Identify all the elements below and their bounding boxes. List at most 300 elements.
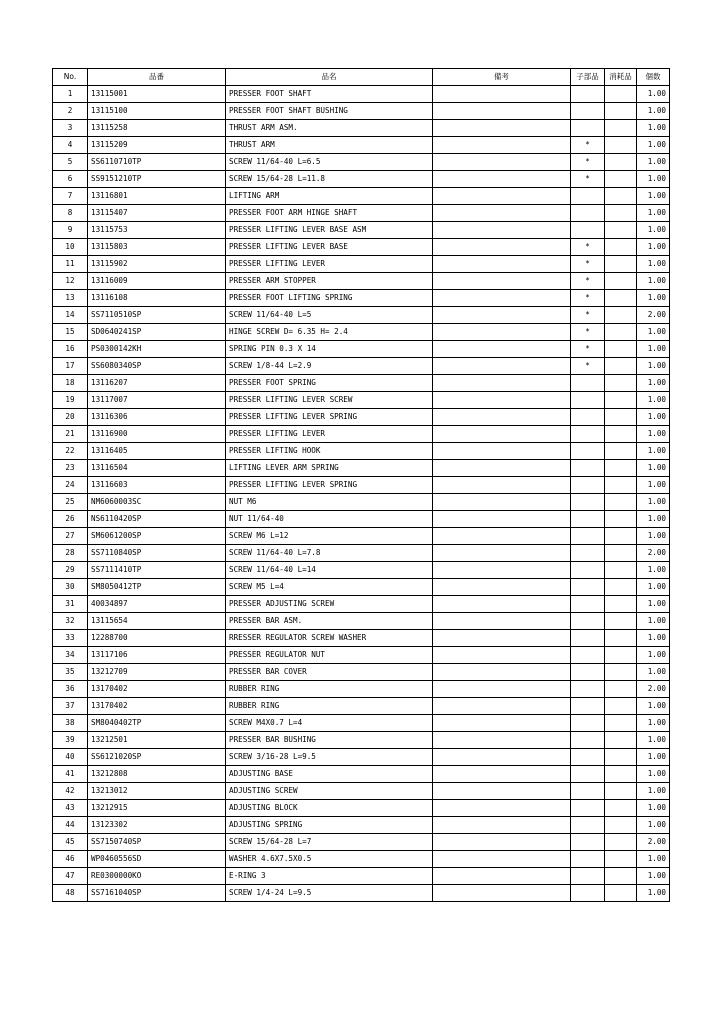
- child-part-mark: [571, 545, 605, 562]
- table-row: [53, 188, 670, 205]
- remarks-cell: [433, 545, 571, 562]
- table-row: [53, 511, 670, 528]
- consumable-mark: [605, 511, 637, 528]
- part-number: 13117106: [88, 647, 226, 664]
- part-name: THRUST ARM ASM.: [226, 120, 433, 137]
- table-row: [53, 494, 670, 511]
- remarks-cell: [433, 562, 571, 579]
- consumable-mark: [605, 851, 637, 868]
- remarks-cell: [433, 324, 571, 341]
- remarks-cell: [433, 817, 571, 834]
- quantity: 1.00: [637, 885, 670, 902]
- table-row: [53, 239, 670, 256]
- consumable-mark: [605, 188, 637, 205]
- quantity: 1.00: [637, 443, 670, 460]
- quantity: 1.00: [637, 239, 670, 256]
- remarks-cell: [433, 460, 571, 477]
- consumable-mark: [605, 171, 637, 188]
- part-name: SCREW 1/4-24 L=9.5: [226, 885, 433, 902]
- remarks-cell: [433, 783, 571, 800]
- child-part-mark: [571, 698, 605, 715]
- part-number: 13116009: [88, 273, 226, 290]
- row-number: 17: [53, 358, 88, 375]
- table-row: [53, 596, 670, 613]
- remarks-cell: [433, 715, 571, 732]
- consumable-mark: [605, 732, 637, 749]
- quantity: 1.00: [637, 341, 670, 358]
- header-quantity: 個数: [637, 69, 670, 86]
- consumable-mark: [605, 205, 637, 222]
- part-name: ADJUSTING SPRING: [226, 817, 433, 834]
- part-number: 13115654: [88, 613, 226, 630]
- table-row: [53, 681, 670, 698]
- part-number: 13170402: [88, 681, 226, 698]
- child-part-mark: [571, 477, 605, 494]
- remarks-cell: [433, 868, 571, 885]
- quantity: 1.00: [637, 188, 670, 205]
- part-name: SCREW 11/64-40 L=14: [226, 562, 433, 579]
- table-row: [53, 749, 670, 766]
- child-part-mark: [571, 188, 605, 205]
- quantity: 1.00: [637, 562, 670, 579]
- part-number: SM6061200SP: [88, 528, 226, 545]
- consumable-mark: [605, 256, 637, 273]
- consumable-mark: [605, 477, 637, 494]
- quantity: 1.00: [637, 426, 670, 443]
- part-name: PRESSER ADJUSTING SCREW: [226, 596, 433, 613]
- part-name: PRESSER BAR BUSHING: [226, 732, 433, 749]
- consumable-mark: [605, 154, 637, 171]
- part-name: PRESSER FOOT SHAFT: [226, 86, 433, 103]
- part-name: PRESSER FOOT SHAFT BUSHING: [226, 103, 433, 120]
- part-name: ADJUSTING SCREW: [226, 783, 433, 800]
- part-number: 13116306: [88, 409, 226, 426]
- child-part-mark: *: [571, 137, 605, 154]
- part-number: 13116801: [88, 188, 226, 205]
- part-number: SS6110710TP: [88, 154, 226, 171]
- remarks-cell: [433, 290, 571, 307]
- part-number: WP0460556SD: [88, 851, 226, 868]
- remarks-cell: [433, 307, 571, 324]
- remarks-cell: [433, 86, 571, 103]
- child-part-mark: [571, 528, 605, 545]
- quantity: 1.00: [637, 477, 670, 494]
- row-number: 10: [53, 239, 88, 256]
- table-row: [53, 103, 670, 120]
- quantity: 1.00: [637, 715, 670, 732]
- child-part-mark: [571, 562, 605, 579]
- part-number: 13212501: [88, 732, 226, 749]
- child-part-mark: [571, 681, 605, 698]
- child-part-mark: [571, 766, 605, 783]
- row-number: 11: [53, 256, 88, 273]
- child-part-mark: *: [571, 358, 605, 375]
- remarks-cell: [433, 171, 571, 188]
- table-row: [53, 766, 670, 783]
- table-row: [53, 732, 670, 749]
- row-number: 2: [53, 103, 88, 120]
- part-number: SS6080340SP: [88, 358, 226, 375]
- part-number: SD0640241SP: [88, 324, 226, 341]
- row-number: 34: [53, 647, 88, 664]
- table-row: [53, 341, 670, 358]
- row-number: 45: [53, 834, 88, 851]
- remarks-cell: [433, 579, 571, 596]
- quantity: 1.00: [637, 392, 670, 409]
- child-part-mark: [571, 800, 605, 817]
- part-name: SPRING PIN 0.3 X 14: [226, 341, 433, 358]
- part-number: 13116405: [88, 443, 226, 460]
- part-name: PRESSER LIFTING LEVER SPRING: [226, 477, 433, 494]
- child-part-mark: [571, 443, 605, 460]
- part-number: SS7110510SP: [88, 307, 226, 324]
- table-row: [53, 290, 670, 307]
- row-number: 21: [53, 426, 88, 443]
- part-number: SS7111410TP: [88, 562, 226, 579]
- consumable-mark: [605, 613, 637, 630]
- part-name: PRESSER LIFTING LEVER BASE ASM: [226, 222, 433, 239]
- row-number: 20: [53, 409, 88, 426]
- row-number: 46: [53, 851, 88, 868]
- consumable-mark: [605, 766, 637, 783]
- remarks-cell: [433, 647, 571, 664]
- table-row: [53, 307, 670, 324]
- remarks-cell: [433, 256, 571, 273]
- part-name: SCREW 15/64-28 L=11.8: [226, 171, 433, 188]
- row-number: 38: [53, 715, 88, 732]
- quantity: 1.00: [637, 630, 670, 647]
- parts-list-table: [52, 68, 670, 902]
- quantity: 1.00: [637, 817, 670, 834]
- remarks-cell: [433, 392, 571, 409]
- consumable-mark: [605, 443, 637, 460]
- remarks-cell: [433, 188, 571, 205]
- part-number: NS6110420SP: [88, 511, 226, 528]
- child-part-mark: *: [571, 273, 605, 290]
- part-number: RE0300000KO: [88, 868, 226, 885]
- remarks-cell: [433, 103, 571, 120]
- part-name: PRESSER LIFTING LEVER SCREW: [226, 392, 433, 409]
- row-number: 44: [53, 817, 88, 834]
- table-row: [53, 868, 670, 885]
- part-name: E-RING 3: [226, 868, 433, 885]
- part-name: PRESSER REGULATOR NUT: [226, 647, 433, 664]
- remarks-cell: [433, 681, 571, 698]
- quantity: 1.00: [637, 511, 670, 528]
- child-part-mark: [571, 851, 605, 868]
- child-part-mark: *: [571, 290, 605, 307]
- part-name: PRESSER LIFTING HOOK: [226, 443, 433, 460]
- part-number: SS6121020SP: [88, 749, 226, 766]
- part-number: SM8040402TP: [88, 715, 226, 732]
- part-number: SS9151210TP: [88, 171, 226, 188]
- consumable-mark: [605, 137, 637, 154]
- row-number: 28: [53, 545, 88, 562]
- child-part-mark: *: [571, 341, 605, 358]
- quantity: 1.00: [637, 579, 670, 596]
- consumable-mark: [605, 885, 637, 902]
- table-row: [53, 137, 670, 154]
- consumable-mark: [605, 358, 637, 375]
- header-remarks: 備考: [433, 69, 571, 86]
- quantity: 1.00: [637, 290, 670, 307]
- quantity: 1.00: [637, 358, 670, 375]
- table-row: [53, 324, 670, 341]
- consumable-mark: [605, 120, 637, 137]
- child-part-mark: [571, 783, 605, 800]
- table-row: [53, 783, 670, 800]
- part-name: PRESSER ARM STOPPER: [226, 273, 433, 290]
- part-number: NM6060003SC: [88, 494, 226, 511]
- part-number: SS7150740SP: [88, 834, 226, 851]
- child-part-mark: [571, 426, 605, 443]
- remarks-cell: [433, 834, 571, 851]
- part-number: SM8050412TP: [88, 579, 226, 596]
- remarks-cell: [433, 239, 571, 256]
- quantity: 1.00: [637, 256, 670, 273]
- part-name: HINGE SCREW D= 6.35 H= 2.4: [226, 324, 433, 341]
- remarks-cell: [433, 205, 571, 222]
- remarks-cell: [433, 732, 571, 749]
- row-number: 9: [53, 222, 88, 239]
- part-name: PRESSER LIFTING LEVER: [226, 426, 433, 443]
- table-row: [53, 545, 670, 562]
- child-part-mark: *: [571, 307, 605, 324]
- remarks-cell: [433, 630, 571, 647]
- part-name: SCREW M6 L=12: [226, 528, 433, 545]
- child-part-mark: [571, 579, 605, 596]
- child-part-mark: [571, 834, 605, 851]
- remarks-cell: [433, 477, 571, 494]
- header-consumable: 消耗品: [605, 69, 637, 86]
- header-row: [53, 69, 670, 86]
- child-part-mark: *: [571, 324, 605, 341]
- remarks-cell: [433, 664, 571, 681]
- child-part-mark: *: [571, 239, 605, 256]
- consumable-mark: [605, 630, 637, 647]
- part-number: SS7161040SP: [88, 885, 226, 902]
- consumable-mark: [605, 375, 637, 392]
- child-part-mark: [571, 868, 605, 885]
- child-part-mark: [571, 732, 605, 749]
- remarks-cell: [433, 494, 571, 511]
- part-name: PRESSER FOOT ARM HINGE SHAFT: [226, 205, 433, 222]
- quantity: 1.00: [637, 800, 670, 817]
- part-name: SCREW 15/64-28 L=7: [226, 834, 433, 851]
- consumable-mark: [605, 528, 637, 545]
- part-number: 13115803: [88, 239, 226, 256]
- consumable-mark: [605, 749, 637, 766]
- remarks-cell: [433, 596, 571, 613]
- child-part-mark: [571, 715, 605, 732]
- child-part-mark: *: [571, 256, 605, 273]
- row-number: 18: [53, 375, 88, 392]
- child-part-mark: [571, 749, 605, 766]
- quantity: 1.00: [637, 783, 670, 800]
- consumable-mark: [605, 341, 637, 358]
- part-number: 13116207: [88, 375, 226, 392]
- part-name: LIFTING ARM: [226, 188, 433, 205]
- part-name: PRESSER LIFTING LEVER: [226, 256, 433, 273]
- remarks-cell: [433, 528, 571, 545]
- part-name: PRESSER LIFTING LEVER SPRING: [226, 409, 433, 426]
- part-name: SCREW 11/64-40 L=7.8: [226, 545, 433, 562]
- row-number: 8: [53, 205, 88, 222]
- part-number: 13116504: [88, 460, 226, 477]
- header-name: 品名: [226, 69, 433, 86]
- quantity: 2.00: [637, 545, 670, 562]
- row-number: 35: [53, 664, 88, 681]
- table-row: [53, 817, 670, 834]
- quantity: 1.00: [637, 222, 670, 239]
- remarks-cell: [433, 766, 571, 783]
- table-row: [53, 613, 670, 630]
- consumable-mark: [605, 273, 637, 290]
- row-number: 42: [53, 783, 88, 800]
- remarks-cell: [433, 120, 571, 137]
- row-number: 31: [53, 596, 88, 613]
- part-name: THRUST ARM: [226, 137, 433, 154]
- child-part-mark: [571, 120, 605, 137]
- table-row: [53, 834, 670, 851]
- child-part-mark: [571, 494, 605, 511]
- part-name: SCREW 1/8-44 L=2.9: [226, 358, 433, 375]
- table-row: [53, 630, 670, 647]
- part-name: SCREW 11/64-40 L=5: [226, 307, 433, 324]
- quantity: 1.00: [637, 120, 670, 137]
- remarks-cell: [433, 273, 571, 290]
- part-name: RRESSER REGULATOR SCREW WASHER: [226, 630, 433, 647]
- table-row: [53, 222, 670, 239]
- quantity: 1.00: [637, 86, 670, 103]
- remarks-cell: [433, 375, 571, 392]
- part-number: 13116603: [88, 477, 226, 494]
- row-number: 33: [53, 630, 88, 647]
- table-row: [53, 528, 670, 545]
- remarks-cell: [433, 511, 571, 528]
- quantity: 1.00: [637, 460, 670, 477]
- row-number: 25: [53, 494, 88, 511]
- quantity: 1.00: [637, 868, 670, 885]
- remarks-cell: [433, 613, 571, 630]
- table-row: [53, 443, 670, 460]
- row-number: 4: [53, 137, 88, 154]
- consumable-mark: [605, 324, 637, 341]
- part-name: SCREW 3/16-28 L=9.5: [226, 749, 433, 766]
- remarks-cell: [433, 800, 571, 817]
- table-row: [53, 86, 670, 103]
- row-number: 19: [53, 392, 88, 409]
- part-name: PRESSER LIFTING LEVER BASE: [226, 239, 433, 256]
- part-name: PRESSER BAR ASM.: [226, 613, 433, 630]
- quantity: 2.00: [637, 834, 670, 851]
- table-row: [53, 647, 670, 664]
- part-name: PRESSER FOOT SPRING: [226, 375, 433, 392]
- remarks-cell: [433, 222, 571, 239]
- part-name: PRESSER FOOT LIFTING SPRING: [226, 290, 433, 307]
- part-name: RUBBER RING: [226, 681, 433, 698]
- child-part-mark: [571, 647, 605, 664]
- child-part-mark: [571, 460, 605, 477]
- consumable-mark: [605, 409, 637, 426]
- row-number: 43: [53, 800, 88, 817]
- quantity: 2.00: [637, 681, 670, 698]
- consumable-mark: [605, 103, 637, 120]
- part-name: NUT 11/64-40: [226, 511, 433, 528]
- row-number: 16: [53, 341, 88, 358]
- table-row: [53, 477, 670, 494]
- quantity: 1.00: [637, 375, 670, 392]
- row-number: 29: [53, 562, 88, 579]
- quantity: 2.00: [637, 307, 670, 324]
- consumable-mark: [605, 494, 637, 511]
- remarks-cell: [433, 358, 571, 375]
- part-number: 13115209: [88, 137, 226, 154]
- quantity: 1.00: [637, 273, 670, 290]
- row-number: 12: [53, 273, 88, 290]
- part-number: PS0300142KH: [88, 341, 226, 358]
- child-part-mark: [571, 222, 605, 239]
- child-part-mark: *: [571, 154, 605, 171]
- consumable-mark: [605, 647, 637, 664]
- table-row: [53, 120, 670, 137]
- remarks-cell: [433, 443, 571, 460]
- part-number: 13213012: [88, 783, 226, 800]
- row-number: 39: [53, 732, 88, 749]
- child-part-mark: [571, 817, 605, 834]
- quantity: 1.00: [637, 664, 670, 681]
- row-number: 5: [53, 154, 88, 171]
- table-row: [53, 460, 670, 477]
- table-row: [53, 273, 670, 290]
- remarks-cell: [433, 885, 571, 902]
- consumable-mark: [605, 392, 637, 409]
- row-number: 27: [53, 528, 88, 545]
- part-number: 12288700: [88, 630, 226, 647]
- part-number: 13212709: [88, 664, 226, 681]
- quantity: 1.00: [637, 613, 670, 630]
- row-number: 40: [53, 749, 88, 766]
- consumable-mark: [605, 239, 637, 256]
- consumable-mark: [605, 681, 637, 698]
- part-name: RUBBER RING: [226, 698, 433, 715]
- row-number: 24: [53, 477, 88, 494]
- part-name: SCREW M4X0.7 L=4: [226, 715, 433, 732]
- consumable-mark: [605, 545, 637, 562]
- part-name: LIFTING LEVER ARM SPRING: [226, 460, 433, 477]
- table-row: [53, 664, 670, 681]
- remarks-cell: [433, 749, 571, 766]
- consumable-mark: [605, 290, 637, 307]
- table-row: [53, 171, 670, 188]
- row-number: 26: [53, 511, 88, 528]
- row-number: 47: [53, 868, 88, 885]
- table-row: [53, 358, 670, 375]
- remarks-cell: [433, 341, 571, 358]
- row-number: 15: [53, 324, 88, 341]
- row-number: 1: [53, 86, 88, 103]
- part-number: 13116900: [88, 426, 226, 443]
- consumable-mark: [605, 800, 637, 817]
- table-row: [53, 562, 670, 579]
- table-row: [53, 885, 670, 902]
- row-number: 7: [53, 188, 88, 205]
- table-row: [53, 426, 670, 443]
- part-number: 13115100: [88, 103, 226, 120]
- part-number: 13123302: [88, 817, 226, 834]
- table-row: [53, 851, 670, 868]
- header-no: No.: [53, 69, 88, 86]
